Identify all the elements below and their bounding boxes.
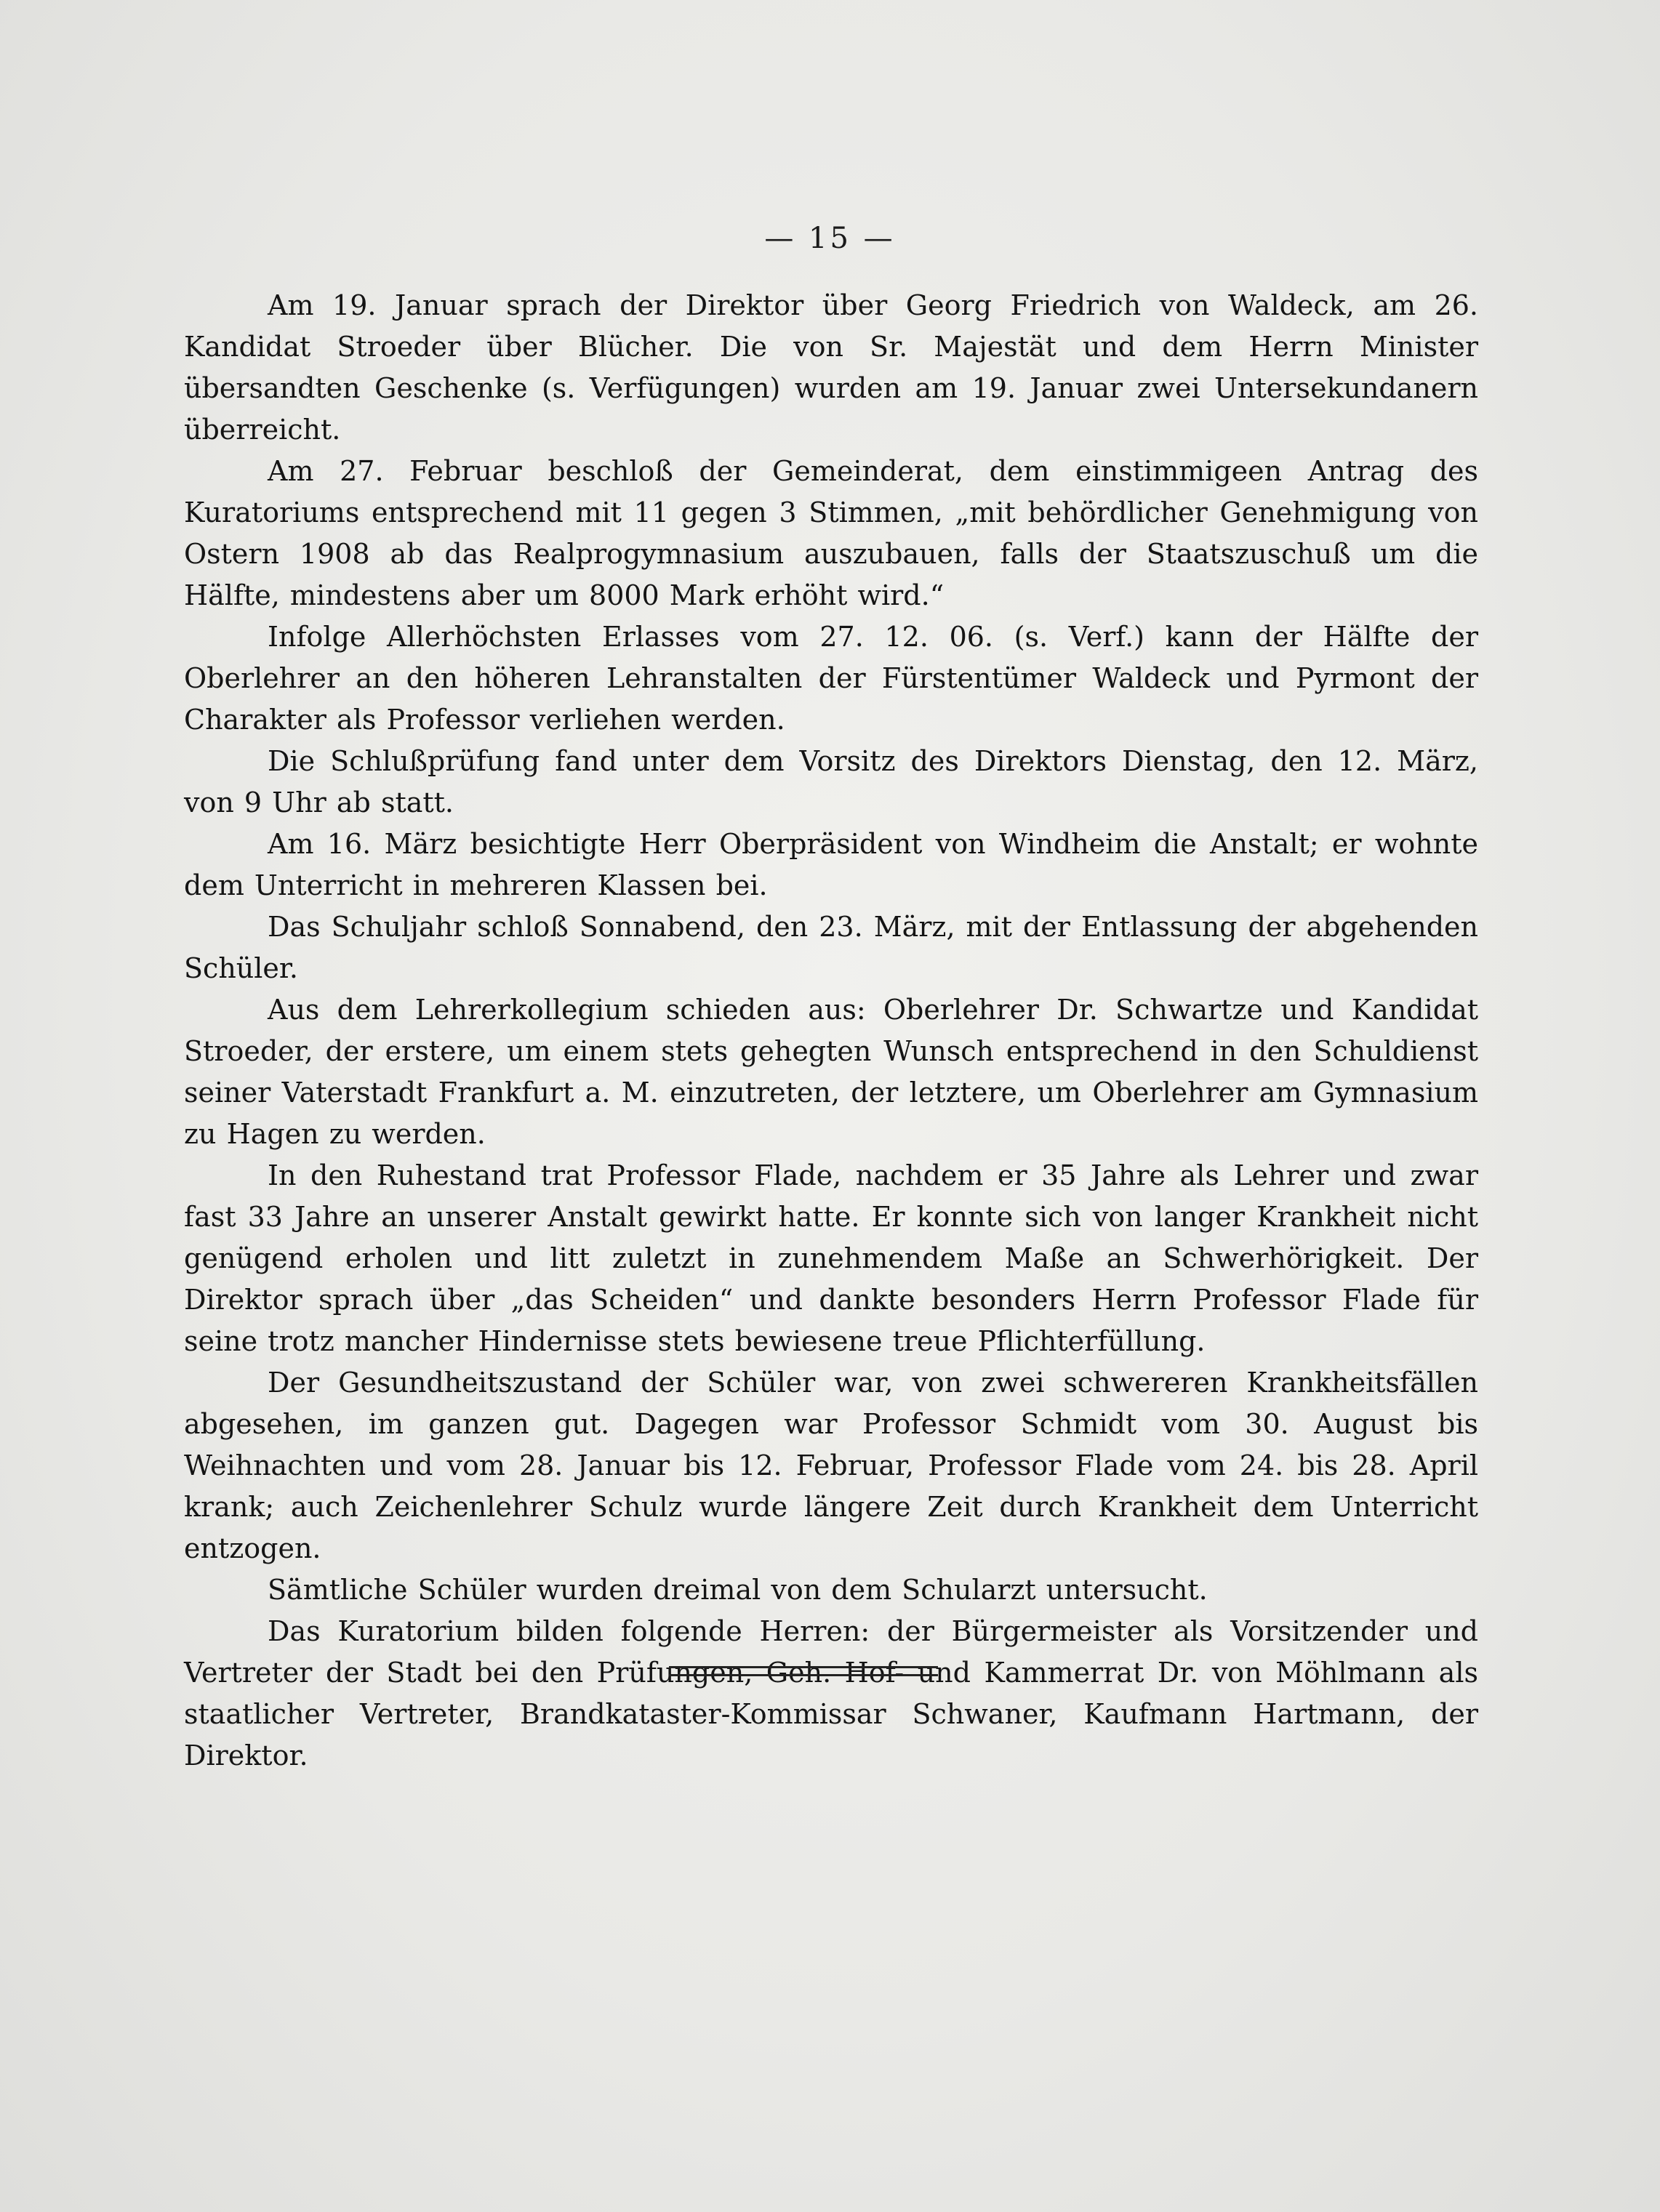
body-text (184, 285, 1478, 1777)
page-number: — 15 — (764, 222, 896, 255)
paragraph-2: Am 27. Februar beschloß der Gemeinderat, dem einstimmigeen Antrag des Kuratoriums entsprechend mit 11 gegen 3 Stimmen, „mit behördlicher Genehmigung von Ostern 1908 ab das Realprogymnasium auszubauen, falls der Staatszuschuß um die Hälfte, mindestens aber um 8000 Mark erhöht wird.“ (184, 455, 1478, 611)
paragraph-3: Infolge Allerhöchsten Erlasses vom 27. 12. 06. (s. Verf.) kann der Hälfte der Oberlehrer an den höheren Lehranstalten der Fürstentümer Waldeck und Pyrmont der Charakter als Professor verliehen werden. (184, 621, 1478, 736)
paragraph-10: Sämtliche Schüler wurden dreimal von dem Schularzt untersucht. (268, 1574, 1208, 1606)
paragraph-7: Aus dem Lehrerkollegium schieden aus: Oberlehrer Dr. Schwartze und Kandidat Stroeder, der erstere, um einem stets gehegten Wunsch entsprechend in den Schuldienst seiner Vaterstadt Frankfurt a. M. einzutreten, der letztere, um Oberlehrer am Gymnasium zu Hagen zu werden. (184, 994, 1478, 1150)
paragraph-4: Die Schlußprüfung fand unter dem Vorsitz des Direktors Dienstag, den 12. März, von 9 Uhr ab statt. (184, 745, 1478, 819)
paragraph-6: Das Schuljahr schloß Sonnabend, den 23. März, mit der Entlassung der abgehenden Schüler. (184, 911, 1478, 984)
closing-double-rule (669, 1666, 938, 1676)
paragraph-9: Der Gesundheitszustand der Schüler war, von zwei schwereren Krankheitsfällen abgesehen, im ganzen gut. Dagegen war Professor Schmidt vom 30. August bis Weihnachten und vom 28. Januar bis 12. Februar, Professor Flade vom 24. bis 28. April krank; auch Zeichenlehrer Schulz wurde längere Zeit durch Krankheit dem Unterricht entzogen. (184, 1367, 1478, 1564)
paragraph-11: Das Kuratorium bilden folgende Herren: der Bürgermeister als Vorsitzender und Vertreter der Stadt bei den Prüfungen, Geh. Hof- und Kammerrat Dr. von Möhlmann als staatlicher Vertreter, Brandkataster-Kommissar Schwaner, Kaufmann Hartmann, der Direktor. (184, 1615, 1478, 1771)
paragraph-5: Am 16. März besichtigte Herr Oberpräsident von Windheim die Anstalt; er wohnte dem Unterricht in mehreren Klassen bei. (184, 828, 1478, 901)
paragraph-1: Am 19. Januar sprach der Direktor über Georg Friedrich von Waldeck, am 26. Kandidat Stroeder über Blücher. Die von Sr. Majestät und dem Herrn Minister übersandten Geschenke (s. Verfügungen) wurden am 19. Januar zwei Untersekundanern überreicht. (184, 289, 1478, 446)
paragraph-8: In den Ruhestand trat Professor Flade, nachdem er 35 Jahre als Lehrer und zwar fast 33 Jahre an unserer Anstalt gewirkt hatte. Er konnte sich von langer Krankheit nicht genügend erholen und litt zuletzt in zunehmendem Maße an Schwerhörigkeit. Der Direktor sprach über „das Scheiden“ und dankte besonders Herrn Professor Flade für seine trotz mancher Hindernisse stets bewiesene treue Pflichterfüllung. (184, 1159, 1478, 1357)
